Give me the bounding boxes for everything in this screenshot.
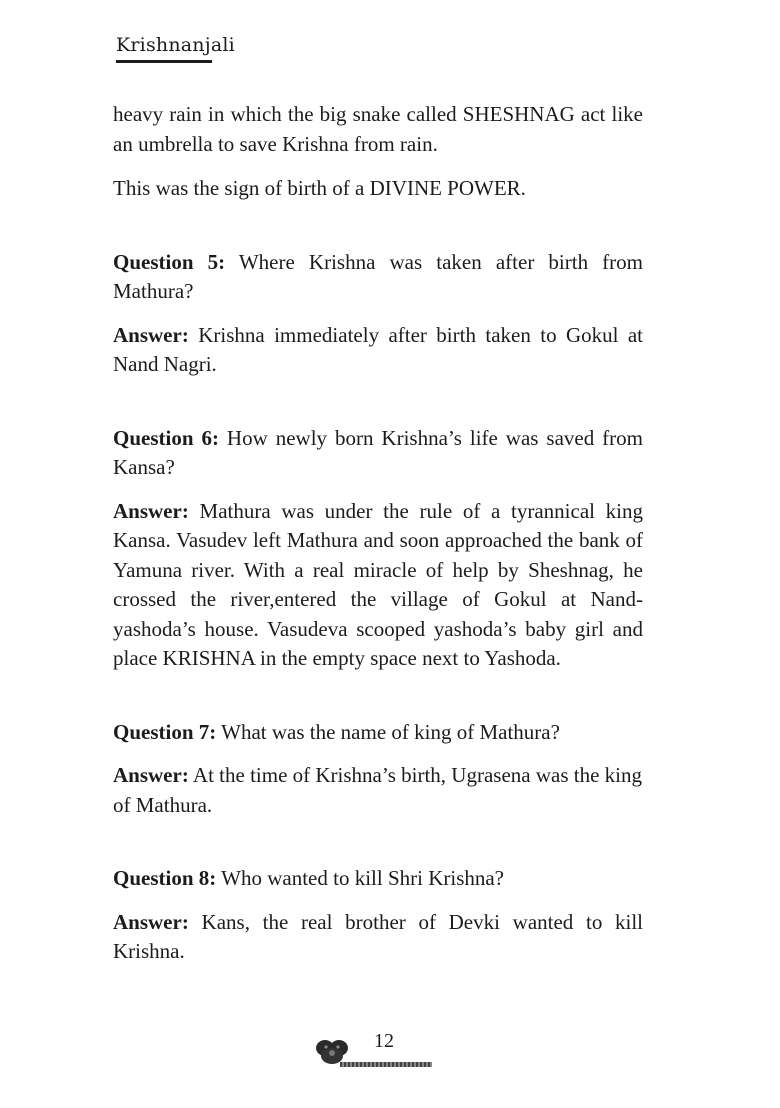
question [113, 864, 643, 894]
flower-ornament-icon [314, 1034, 350, 1066]
qa-block-5 [113, 248, 643, 380]
running-header-title: Krishnanjali [116, 34, 235, 56]
answer-label: Answer: [113, 322, 189, 347]
answer [113, 321, 643, 380]
answer-label: Answer: [113, 909, 189, 934]
question-label: Question 7: [113, 719, 217, 744]
question-label: Question 8: [113, 866, 217, 890]
question-text: What was the name of king of Mathura? [221, 719, 560, 744]
answer [113, 497, 643, 674]
qa-block-8 [113, 864, 643, 967]
qa-block-7 [113, 718, 643, 821]
answer-label: Answer: [113, 498, 189, 523]
question [113, 248, 643, 307]
qa-block-6 [113, 424, 643, 674]
question-label: Question 5: [113, 249, 226, 274]
answer [113, 761, 643, 820]
answer-text: Mathura was under the rule of a tyrannical king Kansa. Vasudev left Mathura and soon approached the bank of Yamuna river. With a real miracle of help by Sheshnag, he crossed the river,entered the village of Gokul at Nand-yashoda’s house. Vasudeva scooped yashoda’s baby girl and place KRISHNA in the empty space next to Yashoda. [113, 498, 643, 670]
intro-paragraph: This was the sign of birth of a DIVINE POWER. [113, 176, 526, 200]
question-text: Who wanted to kill Shri Krishna? [221, 866, 505, 890]
answer-text: At the time of Krishna’s birth, Ugrasena was the king of Mathura. [113, 763, 642, 817]
question [113, 718, 643, 748]
question-text: Where Krishna was taken after birth from Mathura? [113, 249, 644, 303]
footer-rule [340, 1062, 432, 1067]
page-body [113, 100, 643, 967]
question-text: How newly born Krishna’s life was saved from Kansa? [113, 425, 643, 479]
answer-text: Krishna immediately after birth taken to Gokul at Nand Nagri. [113, 322, 643, 376]
answer-label: Answer: [113, 763, 189, 787]
question-label: Question 6: [113, 425, 219, 450]
intro-paragraph: heavy rain in which the big snake called SHESHNAG act like an umbrella to save Krishna from rain. [113, 102, 643, 156]
answer-text: Kans, the real brother of Devki wanted to kill Krishna. [113, 909, 644, 963]
page-number: 12 [374, 1030, 394, 1052]
question [113, 424, 643, 483]
answer [113, 908, 643, 967]
header-rule [116, 60, 212, 63]
